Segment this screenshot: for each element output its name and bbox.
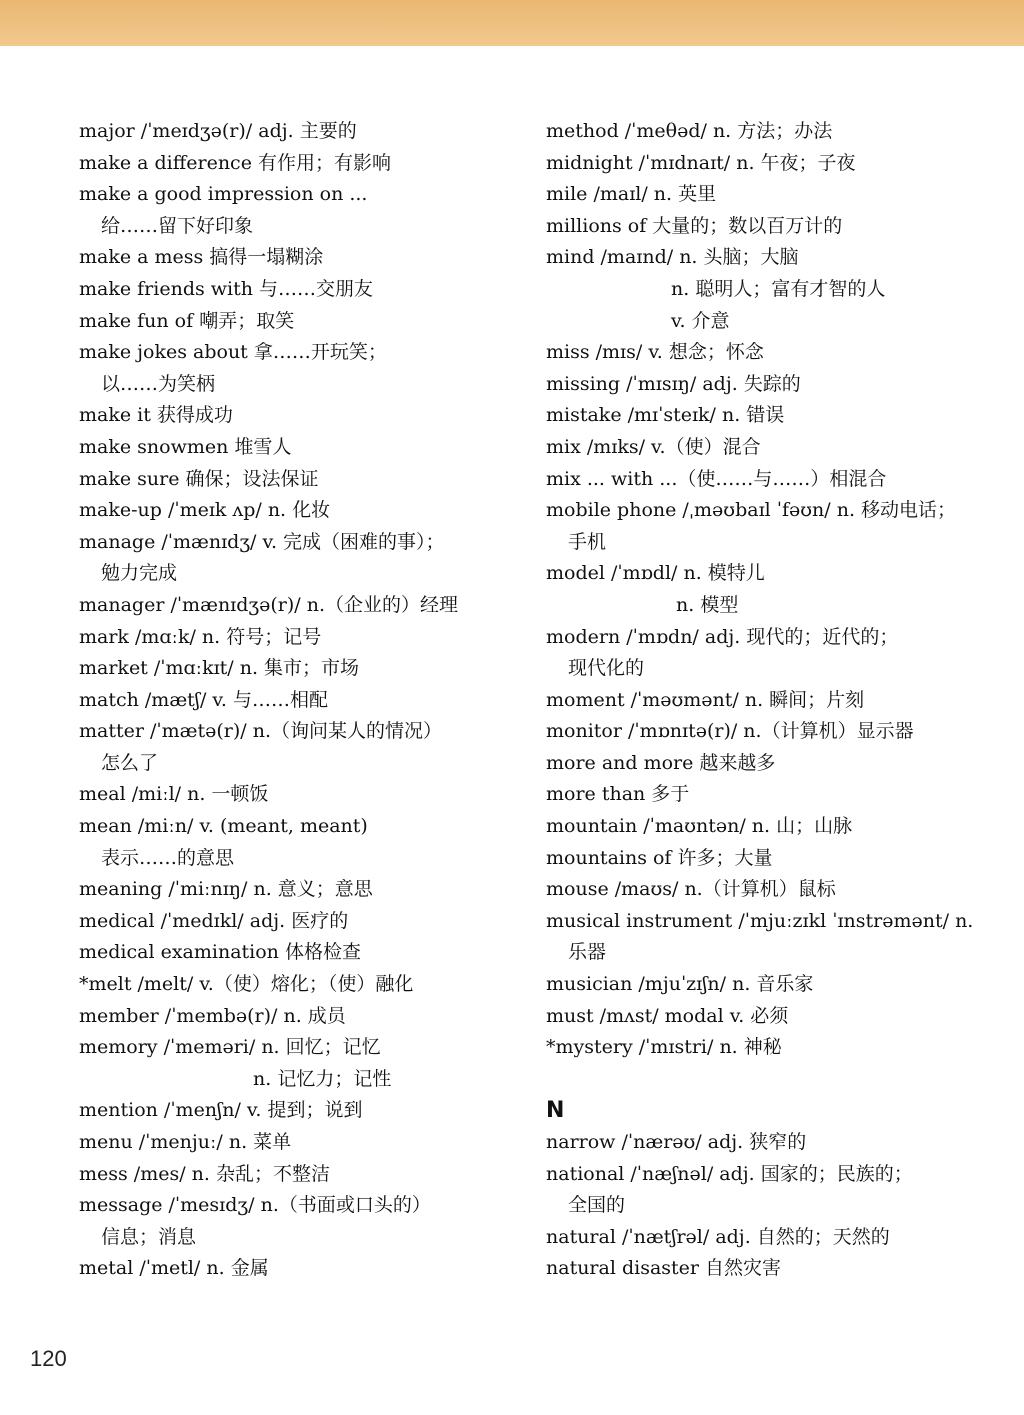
glossary-entry: manager /ˈmænɪdʒə(r)/ n.（企业的）经理	[79, 593, 459, 616]
glossary-entry: narrow /ˈnærəʊ/ adj. 狭窄的	[546, 1131, 807, 1153]
glossary-entry: monitor /ˈmɒnɪtə(r)/ n.（计算机）显示器	[546, 720, 914, 743]
glossary-entry: mile /maɪl/ n. 英里	[546, 183, 717, 206]
glossary-entry: match /mætʃ/ v. 与……相配	[79, 688, 328, 711]
glossary-entry: make a mess 搞得一塌糊涂	[79, 246, 324, 269]
glossary-entry-continuation: n. 记忆力；记性	[253, 1067, 392, 1090]
glossary-entry-continuation: 现代化的	[568, 657, 645, 680]
glossary-entry-continuation: 表示……的意思	[101, 846, 235, 869]
glossary-entry-continuation: 怎么了	[101, 751, 159, 774]
section-spacer	[546, 1064, 966, 1096]
glossary-entry: medical examination 体格检查	[79, 941, 361, 964]
glossary-entry: mouse /maʊs/ n.（计算机）鼠标	[546, 878, 836, 901]
left-glossary-column	[79, 116, 509, 1285]
glossary-entry: manage /ˈmænɪdʒ/ v. 完成（困难的事）；	[79, 530, 445, 553]
glossary-entry: make snowmen 堆雪人	[79, 435, 292, 458]
glossary-entry: mistake /mɪˈsteɪk/ n. 错误	[546, 404, 785, 427]
glossary-entry: meal /miːl/ n. 一顿饭	[79, 783, 269, 806]
glossary-entry: medical /ˈmedɪkl/ adj. 医疗的	[79, 909, 349, 932]
glossary-entry: national /ˈnæʃnəl/ adj. 国家的；民族的；	[546, 1162, 913, 1185]
glossary-entry: mess /mes/ n. 杂乱；不整洁	[79, 1162, 330, 1185]
glossary-entry: mountain /ˈmaʊntən/ n. 山；山脉	[546, 815, 853, 838]
glossary-entry-continuation: 勉力完成	[101, 562, 178, 585]
glossary-entry: natural /ˈnætʃrəl/ adj. 自然的；天然的	[546, 1225, 890, 1248]
page-number: 120	[30, 1346, 67, 1371]
glossary-entry: make a difference 有作用；有影响	[79, 151, 391, 174]
glossary-entry: mention /ˈmenʃn/ v. 提到；说到	[79, 1099, 363, 1122]
glossary-entry: make jokes about 拿……开玩笑；	[79, 341, 387, 364]
glossary-entry: member /ˈmembə(r)/ n. 成员	[79, 1004, 346, 1027]
glossary-entry: matter /ˈmætə(r)/ n.（询问某人的情况）	[79, 720, 442, 743]
glossary-entry: make friends with 与……交朋友	[79, 277, 374, 300]
glossary-entry: make it 获得成功	[79, 404, 233, 427]
glossary-entry: natural disaster 自然灾害	[546, 1257, 782, 1280]
glossary-entry-continuation: v. 介意	[671, 309, 730, 332]
glossary-entry-continuation: n. 模型	[676, 593, 739, 616]
glossary-entry: memory /ˈmeməri/ n. 回忆；记忆	[79, 1036, 381, 1059]
glossary-entry: modern /ˈmɒdn/ adj. 现代的；近代的；	[546, 625, 899, 648]
glossary-entry: mix /mɪks/ v.（使）混合	[546, 435, 761, 458]
glossary-entry-continuation: 乐器	[568, 941, 607, 964]
glossary-entry: mountains of 许多；大量	[546, 846, 773, 869]
glossary-entry: major /ˈmeɪdʒə(r)/ adj. 主要的	[79, 120, 357, 142]
glossary-entry: make-up /ˈmeɪk ʌp/ n. 化妆	[79, 499, 331, 522]
glossary-entry: must /mʌst/ modal v. 必须	[546, 1004, 789, 1027]
glossary-entry: market /ˈmɑːkɪt/ n. 集市；市场	[79, 657, 360, 680]
glossary-entry: mean /miːn/ v. (meant, meant)	[79, 815, 368, 838]
glossary-entry: mark /mɑːk/ n. 符号；记号	[79, 625, 322, 648]
glossary-entry-continuation: 手机	[568, 530, 607, 553]
glossary-entry: mix ... with ...（使……与……）相混合	[546, 467, 887, 490]
glossary-entry: *mystery /ˈmɪstri/ n. 神秘	[546, 1036, 782, 1059]
glossary-entry: miss /mɪs/ v. 想念；怀念	[546, 341, 764, 364]
right-glossary-column	[546, 116, 974, 1285]
glossary-entry: meaning /ˈmiːnɪŋ/ n. 意义；意思	[79, 878, 373, 901]
glossary-entry: make a good impression on ...	[79, 183, 368, 206]
glossary-entry: mind /maɪnd/ n. 头脑；大脑	[546, 246, 799, 269]
glossary-entry: musical instrument /ˈmjuːzɪkl ˈɪnstrəmənt/ n.	[546, 909, 974, 932]
glossary-entry: more and more 越来越多	[546, 751, 776, 774]
glossary-entry: mobile phone /ˌməʊbaɪl ˈfəʊn/ n. 移动电话；	[546, 499, 957, 522]
glossary-entry: midnight /ˈmɪdnaɪt/ n. 午夜；子夜	[546, 151, 856, 174]
glossary-entry: make sure 确保；设法保证	[79, 467, 319, 490]
glossary-entry: musician /mjuˈzɪʃn/ n. 音乐家	[546, 973, 814, 996]
glossary-entry: message /ˈmesɪdʒ/ n.（书面或口头的）	[79, 1194, 431, 1217]
glossary-entry: *melt /melt/ v.（使）熔化；（使）融化	[79, 973, 414, 996]
glossary-entry: moment /ˈməʊmənt/ n. 瞬间；片刻	[546, 688, 865, 711]
top-color-band	[0, 0, 1024, 46]
glossary-entry-continuation: n. 聪明人；富有才智的人	[671, 277, 886, 300]
glossary-entry: millions of 大量的；数以百万计的	[546, 214, 843, 237]
glossary-entry-continuation: 全国的	[568, 1194, 626, 1217]
glossary-entry: make fun of 嘲弄；取笑	[79, 309, 295, 332]
glossary-entry: menu /ˈmenjuː/ n. 菜单	[79, 1131, 292, 1153]
glossary-entry-continuation: 给……留下好印象	[101, 214, 254, 237]
glossary-entry-continuation: 以……为笑柄	[101, 372, 216, 395]
section-letter-heading: N	[546, 1098, 565, 1124]
glossary-entry: missing /ˈmɪsɪŋ/ adj. 失踪的	[546, 372, 801, 395]
glossary-entry: metal /ˈmetl/ n. 金属	[79, 1257, 269, 1280]
glossary-entry: method /ˈmeθəd/ n. 方法；办法	[546, 120, 833, 142]
glossary-entry-continuation: 信息；消息	[101, 1225, 197, 1248]
glossary-entry: model /ˈmɒdl/ n. 模特儿	[546, 562, 765, 585]
glossary-entry: more than 多于	[546, 783, 690, 806]
